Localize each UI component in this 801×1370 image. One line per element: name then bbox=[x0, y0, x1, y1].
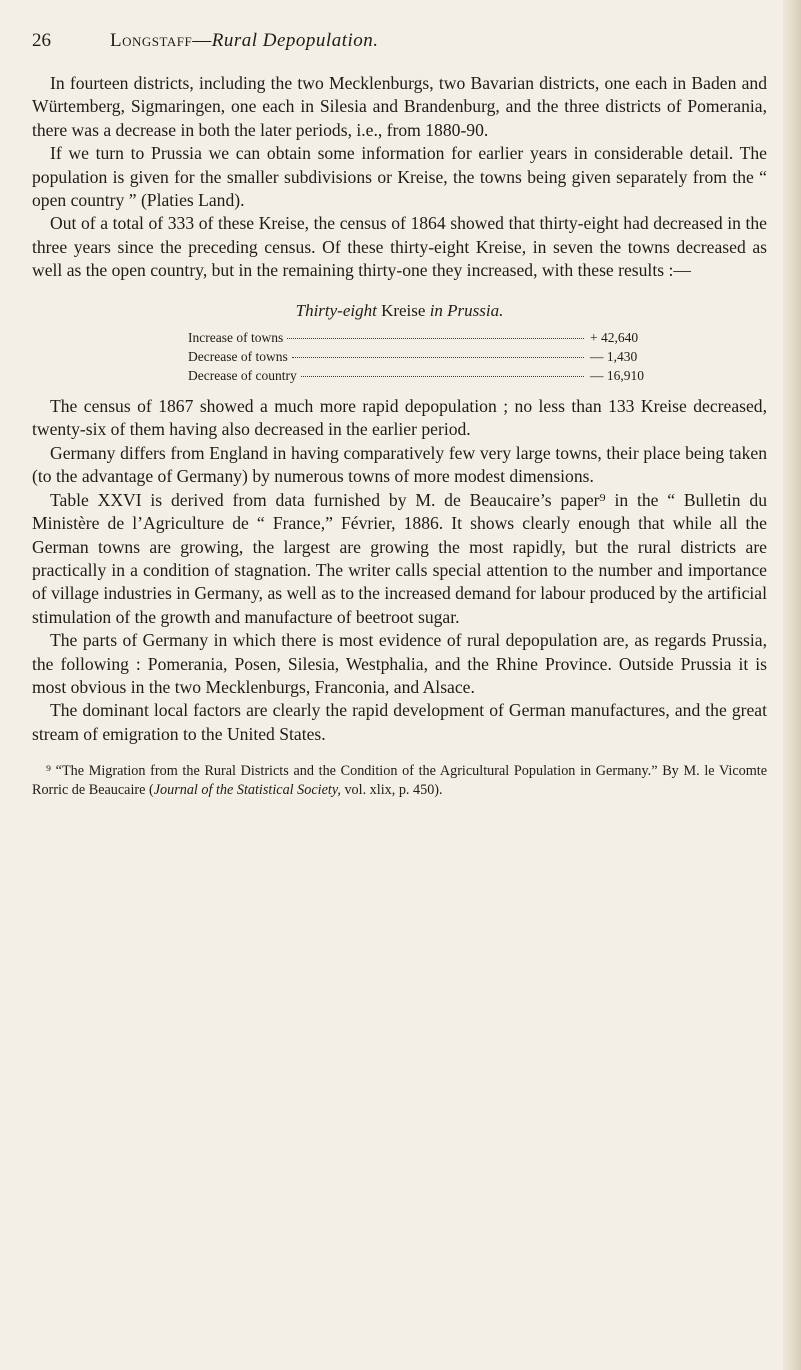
paragraph-8: The dominant local factors are clearly the rapid development of German manufactures, and the great stream of emigration to the United States. bbox=[32, 700, 767, 744]
body-text bbox=[32, 72, 767, 746]
footnote-text bbox=[32, 762, 767, 800]
row-value: + 42,640 bbox=[590, 330, 639, 346]
leader-dots bbox=[292, 357, 584, 358]
row-value: — 1,430 bbox=[590, 349, 638, 365]
kreise-table bbox=[32, 299, 767, 385]
running-head bbox=[32, 18, 767, 58]
table-row bbox=[188, 347, 658, 366]
paragraph-4: The census of 1867 showed a much more rapid depopulation ; no less than 133 Kreise decreased, twenty-six of them having also decreased in the earlier period. bbox=[32, 396, 767, 440]
footnote-text-b: vol. xlix, p. 450). bbox=[340, 782, 443, 799]
running-author: Longstaff bbox=[110, 30, 193, 51]
running-book-title: Rural Depopulation. bbox=[211, 30, 379, 51]
page-number: 26 bbox=[32, 30, 51, 51]
row-label: Decrease of towns bbox=[188, 349, 288, 365]
leader-dots bbox=[287, 338, 584, 339]
table-title-end: in Prussia. bbox=[429, 300, 504, 320]
table-row bbox=[188, 366, 658, 385]
table-title bbox=[32, 299, 767, 322]
row-value: — 16,910 bbox=[590, 368, 644, 384]
footnote-journal: Journal of the Statistical Society, bbox=[153, 782, 341, 799]
row-label: Decrease of country bbox=[188, 368, 297, 384]
paragraph-1: In fourteen districts, including the two Mecklenburgs, two Bavarian districts, one each in Baden and Würtemberg, Sigmaringen, one each in Silesia and Brandenburg, and the three districts of Pomerania, there was a decrease in both the later periods, i.e., from 1880-90. bbox=[32, 73, 767, 140]
paragraph-3: Out of a total of 333 of these Kreise, the census of 1864 showed that thirty-eight had decreased in the three years since the preceding census. Of these thirty-eight Kreise, in seven the towns decreased as well as the open country, but in the remaining thirty-one they increased, with these results :— bbox=[32, 213, 767, 281]
table-title-italic: Thirty-eight bbox=[295, 300, 377, 320]
table-row bbox=[188, 328, 658, 347]
paragraph-2: If we turn to Prussia we can obtain some information for earlier years in considerable detail. The population is given for the smaller subdivisions or Kreise, the towns being given separately from the “ open country ” (Platies Land). bbox=[32, 143, 767, 211]
book-page bbox=[32, 18, 767, 800]
paragraph-6: Table XXVI is derived from data furnished by M. de Beaucaire’s paper⁹ in the “ Bulletin du Ministère de l’Agriculture de “ France,” Février, 1886. It shows clearly enough that while all the German towns are growing, the largest are growing the most rapidly, but the rural districts are practically in a condition of stagnation. The writer calls special attention to the number and importance of village industries in Germany, as well as to the increased demand for labour produced by the artificial stimulation of the growth and manufacture of beetroot sugar. bbox=[32, 489, 767, 627]
row-label: Increase of towns bbox=[188, 330, 284, 346]
footnote-text-a: “The Migration from the Rural Districts and the Condition of the Agricultural Population in Germany.” By M. le Vicomte Rorric de Beaucaire ( bbox=[32, 763, 768, 799]
footnote bbox=[32, 762, 767, 800]
page-edge bbox=[783, 0, 801, 1370]
leader-dots bbox=[301, 376, 584, 377]
paragraph-5: Germany differs from England in having comparatively few very large towns, their place being taken (to the advantage of Germany) by numerous towns of more modest dimensions. bbox=[32, 442, 767, 487]
table-title-mid: Kreise bbox=[381, 300, 426, 320]
running-title bbox=[110, 30, 379, 52]
running-separator: — bbox=[192, 30, 212, 51]
paragraph-7: The parts of Germany in which there is most evidence of rural depopulation are, as regards Prussia, the following : Pomerania, Posen, Silesia, Westphalia, and the Rhine Province. Outside Prussia it is most obvious in the two Mecklenburgs, Franconia, and Alsace. bbox=[32, 630, 767, 697]
footnote-marker: ⁹ bbox=[46, 763, 51, 780]
